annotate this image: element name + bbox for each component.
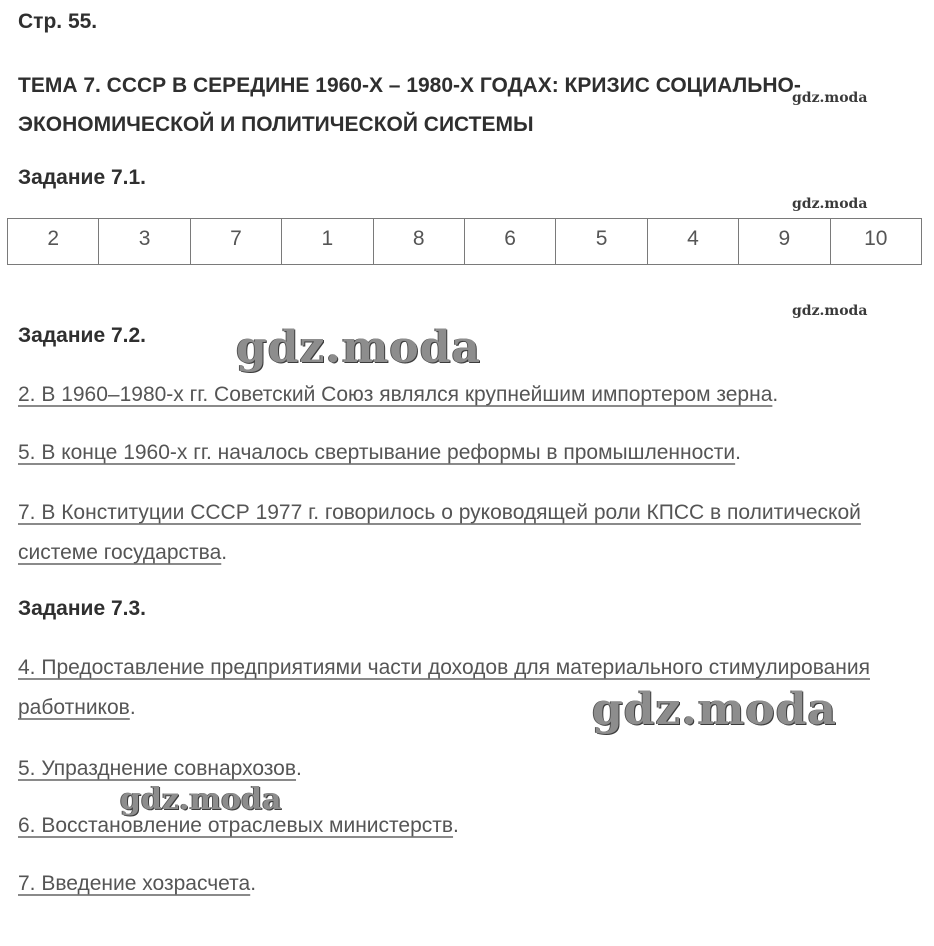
answer-text: 4. Предоставление предприятиями части доходов для материального стимулирования работников	[18, 656, 870, 719]
watermark: gdz.moda	[792, 303, 868, 319]
answer-period: .	[772, 383, 779, 406]
watermark: gdz.moda	[792, 196, 868, 212]
watermark: gdz.moda	[792, 90, 868, 106]
answer-cell: 1	[282, 219, 373, 265]
answer-text: 7. Введение хозрасчета	[18, 872, 251, 895]
answer-cell: 10	[830, 219, 921, 265]
answer-period: .	[129, 696, 136, 719]
answer-cell: 3	[99, 219, 190, 265]
answer-table	[7, 218, 922, 265]
task-7-2-answer	[18, 433, 878, 473]
answer-cell: 2	[8, 219, 99, 265]
task-7-3-heading: Задание 7.3.	[18, 597, 146, 620]
task-7-1-heading: Задание 7.1.	[18, 166, 146, 189]
answer-period: .	[296, 757, 302, 780]
answer-cell: 8	[373, 219, 464, 265]
task-7-2-answer	[18, 375, 878, 415]
answer-cell: 9	[739, 219, 830, 265]
watermark: gdz.moda	[592, 684, 838, 735]
answer-cell: 5	[556, 219, 647, 265]
answer-period: .	[453, 814, 459, 837]
answer-text: 7. В Конституции СССР 1977 г. говорилось о руководящей роли КПСС в политической системе государства	[18, 501, 861, 564]
answer-text: 6. Восстановление отраслевых министерств	[18, 814, 454, 837]
answer-text: 5. В конце 1960-х гг. началось свертывание реформы в промышленности	[18, 441, 736, 464]
page-number: Стр. 55.	[18, 10, 98, 33]
answer-cell: 6	[464, 219, 555, 265]
answer-period: .	[221, 541, 228, 564]
watermark: gdz.moda	[120, 782, 282, 817]
watermark: gdz.moda	[236, 322, 482, 373]
answer-period: .	[735, 441, 741, 464]
topic-title: ТЕМА 7. СССР В СЕРЕДИНЕ 1960-Х – 1980-Х ГОДАХ: КРИЗИС СОЦИАЛЬНО-ЭКОНОМИЧЕСКОЙ И ПОЛИТИЧЕСКОЙ СИСТЕМЫ	[18, 74, 801, 136]
task-7-2-heading: Задание 7.2.	[18, 324, 146, 347]
answer-period: .	[250, 872, 257, 895]
answer-cell: 7	[190, 219, 281, 265]
task-7-3-answer	[18, 864, 878, 904]
task-7-2-answer	[18, 493, 878, 573]
answer-text: 2. В 1960–1980-х гг. Советский Союз являлся крупнейшим импортером зерна	[18, 383, 773, 406]
answer-text: 5. Упразднение совнархозов	[18, 757, 297, 780]
answer-cell: 4	[647, 219, 738, 265]
answer-row	[8, 219, 922, 265]
